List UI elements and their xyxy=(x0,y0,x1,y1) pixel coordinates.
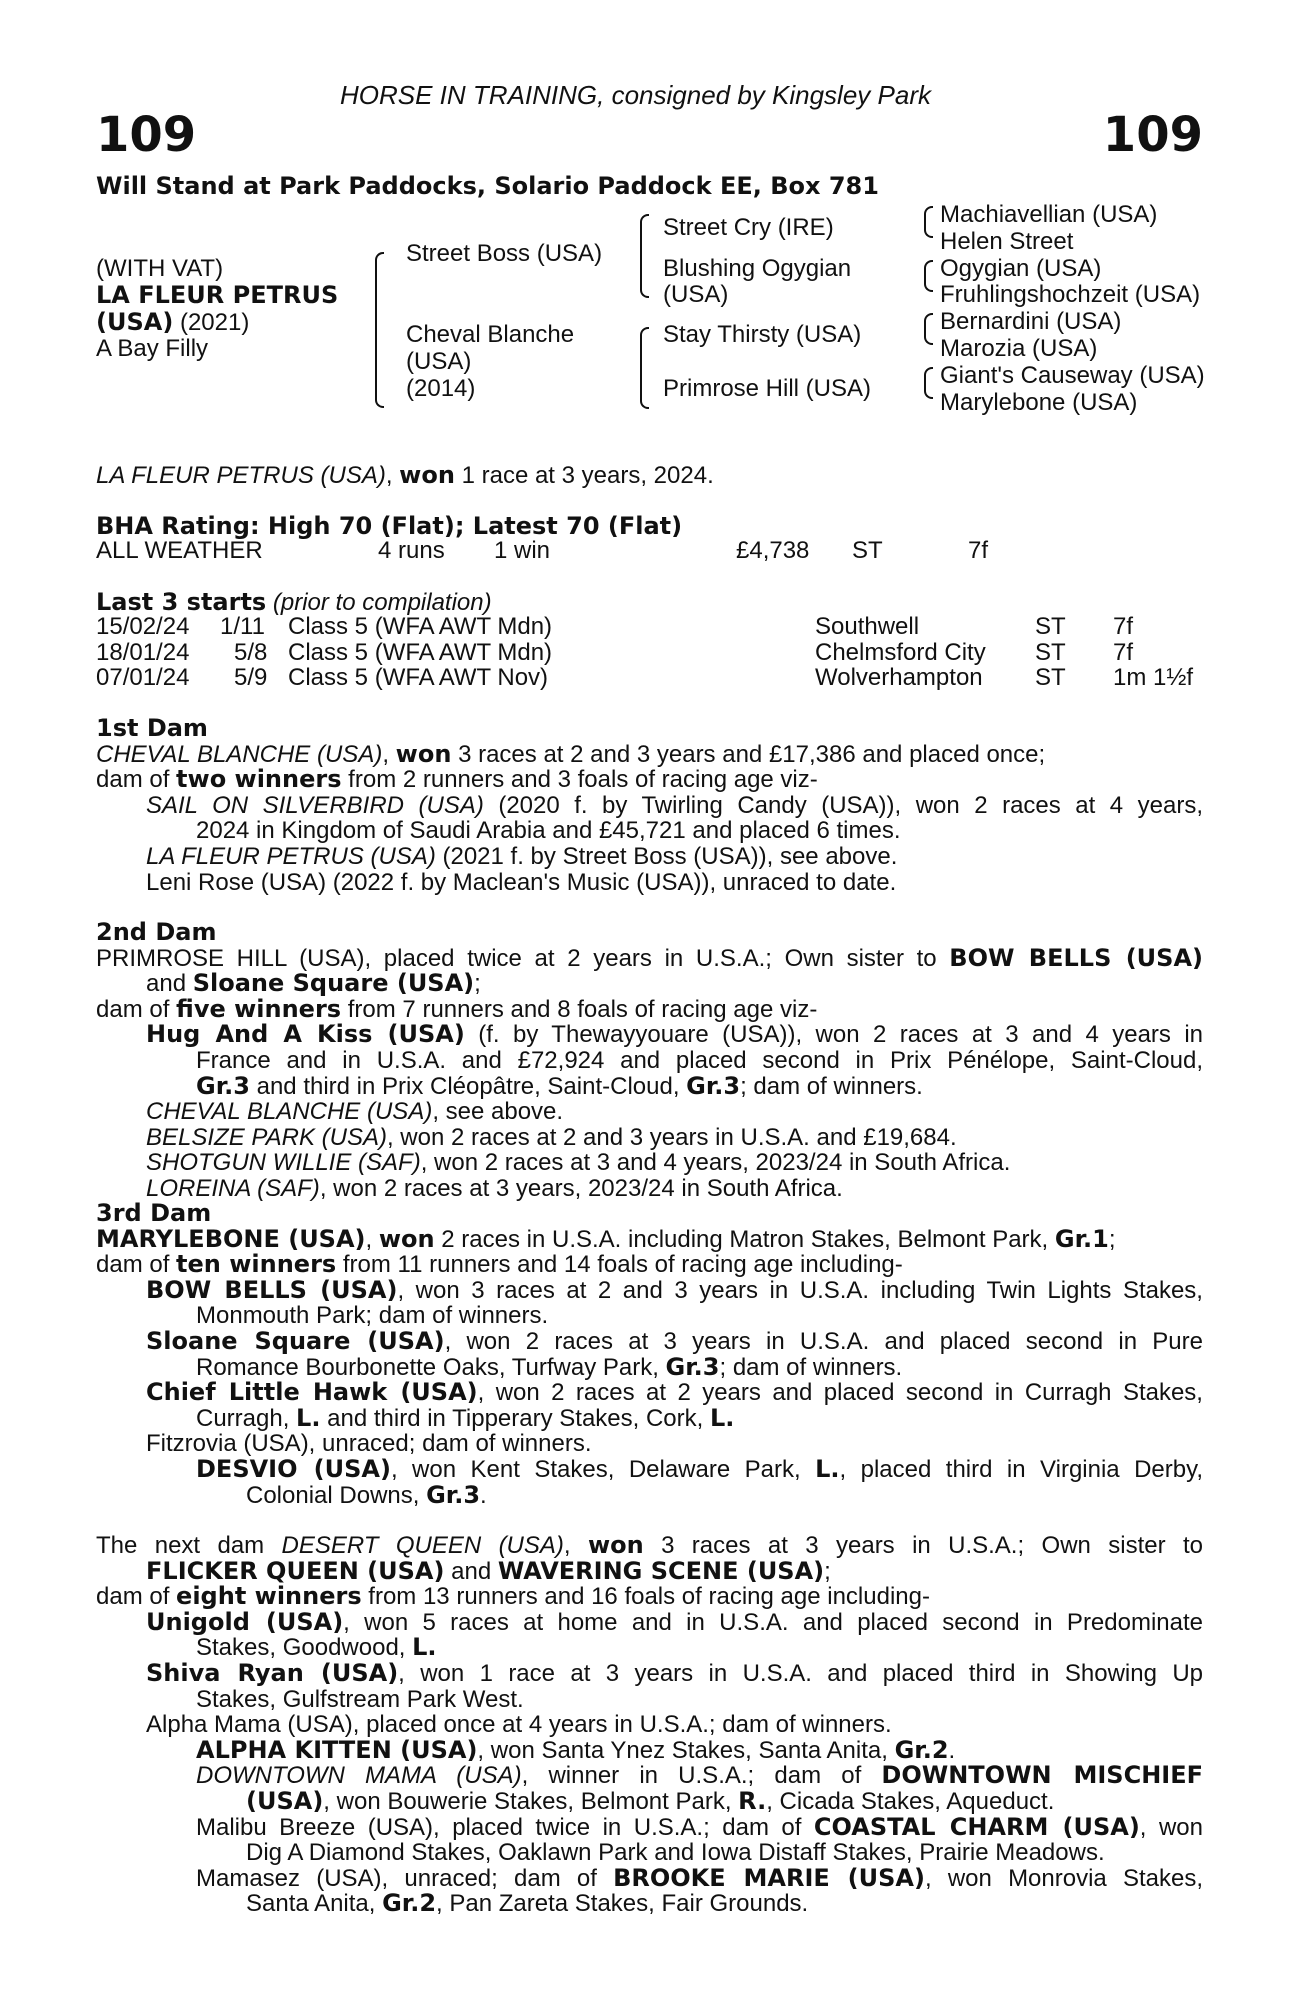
dam-produce-summary: dam of ten winners from 11 runners and 14 foals of racing age including- xyxy=(96,1250,903,1279)
start-race: Class 5 (WFA AWT Nov) xyxy=(288,664,549,691)
horse-name: LA FLEUR PETRUS xyxy=(96,281,339,309)
produce-entry-cont: Dig A Diamond Stakes, Oaklawn Park and Iowa Distaff Stakes, Prairie Meadows. xyxy=(246,1839,1105,1867)
pedigree-sire: Street Boss (USA) xyxy=(406,240,603,267)
produce-entry-cont: 2024 in Kingdom of Saudi Arabia and £45,721 and placed 6 times. xyxy=(196,817,901,845)
pedigree-dam-sire: Stay Thirsty (USA) xyxy=(663,321,862,348)
bha-rating: BHA Rating: High 70 (Flat); Latest 70 (Flat) xyxy=(96,512,683,540)
produce-entry-cont: Gr.3 and third in Prix Cléopâtre, Saint-Cloud, Gr.3; dam of winners. xyxy=(196,1071,923,1100)
pedigree-sire-sire: Street Cry (IRE) xyxy=(663,214,834,241)
start-distance: 7f xyxy=(1113,613,1134,640)
produce-entry: Alpha Mama (USA), placed once at 4 years in U.S.A.; dam of winners. xyxy=(146,1711,892,1739)
second-dam-section xyxy=(96,920,1203,1202)
pedigree-dam-dam: Primrose Hill (USA) xyxy=(663,375,872,402)
rating-wins: 1 win xyxy=(494,537,551,564)
dam-record-cont: FLICKER QUEEN (USA) and WAVERING SCENE (USA); xyxy=(146,1556,831,1585)
produce-entry-cont: (USA), won Bouwerie Stakes, Belmont Park, R., Cicada Stakes, Aqueduct. xyxy=(246,1786,1055,1815)
start-position: 1/11 xyxy=(220,613,265,640)
rating-distance: 7f xyxy=(968,537,989,564)
third-dam-section xyxy=(96,1201,1203,1508)
produce-entry: Malibu Breeze (USA), placed twice in U.S.A.; dam of COASTAL CHARM (USA), won xyxy=(196,1812,1203,1841)
start-course: Chelmsford City xyxy=(815,639,986,666)
start-race: Class 5 (WFA AWT Mdn) xyxy=(288,613,553,640)
stand-location: Will Stand at Park Paddocks, Solario Paddock EE, Box 781 xyxy=(96,172,879,200)
pedigree-ancestor: Helen Street xyxy=(940,228,1074,255)
produce-entry: Shiva Ryan (USA), won 1 race at 3 years in U.S.A. and placed third in Showing Up xyxy=(146,1658,1203,1687)
produce-entry-cont: Curragh, L. and third in Tipperary Stakes, Cork, L. xyxy=(196,1403,735,1432)
start-race: Class 5 (WFA AWT Mdn) xyxy=(288,639,553,666)
next-dam-section xyxy=(96,1533,1203,1917)
pedigree-brace xyxy=(640,214,649,298)
first-dam-section xyxy=(96,716,1203,895)
start-date: 07/01/24 xyxy=(96,664,190,691)
pedigree-brace xyxy=(640,327,649,409)
dam-record: PRIMROSE HILL (USA), placed twice at 2 years in U.S.A.; Own sister to BOW BELLS (USA) xyxy=(96,943,1203,972)
produce-entry: DOWNTOWN MAMA (USA), winner in U.S.A.; dam of DOWNTOWN MISCHIEF xyxy=(196,1761,1204,1790)
produce-entry: Leni Rose (USA) (2022 f. by Maclean's Music (USA)), unraced to date. xyxy=(146,868,897,896)
horse-description: A Bay Filly xyxy=(96,335,209,362)
pedigree-ancestor: Giant's Causeway (USA) xyxy=(940,362,1205,389)
produce-entry: LA FLEUR PETRUS (USA) (2021 f. by Street Boss (USA)), see above. xyxy=(146,842,898,870)
produce-entry-cont: Monmouth Park; dam of winners. xyxy=(196,1302,549,1330)
produce-entry: Fitzrovia (USA), unraced; dam of winners. xyxy=(146,1430,592,1458)
pedigree-dam: (USA) xyxy=(406,348,472,375)
pedigree-sire-dam: Blushing Ogygian xyxy=(663,255,852,282)
dam-record: MARYLEBONE (USA), won 2 races in U.S.A. including Matron Stakes, Belmont Park, Gr.1; xyxy=(96,1224,1116,1253)
dam-record: The next dam DESERT QUEEN (USA), won 3 races at 3 years in U.S.A.; Own sister to xyxy=(96,1531,1203,1559)
produce-entry: Chief Little Hawk (USA), won 2 races at 2 years and placed second in Curragh Stakes, xyxy=(146,1378,1203,1407)
dam-record-cont: and Sloane Square (USA); xyxy=(146,969,481,998)
produce-entry-cont: Stakes, Gulfstream Park West. xyxy=(196,1685,524,1713)
produce-entry: CHEVAL BLANCHE (USA), see above. xyxy=(146,1098,564,1126)
start-position: 5/9 xyxy=(234,664,268,691)
pedigree-brace xyxy=(924,367,933,399)
start-course: Wolverhampton xyxy=(815,664,983,691)
dam-produce-summary: dam of two winners from 2 runners and 3 foals of racing age viz- xyxy=(96,765,818,794)
start-distance: 7f xyxy=(1113,639,1134,666)
start-date: 18/01/24 xyxy=(96,639,190,666)
rating-surface: ALL WEATHER xyxy=(96,537,263,564)
section-heading: 3rd Dam xyxy=(96,1199,212,1227)
pedigree-dam: Cheval Blanche xyxy=(406,321,575,348)
produce-entry-cont: France and in U.S.A. and £72,924 and placed second in Prix Pénélope, Saint-Cloud, xyxy=(196,1046,1203,1074)
start-going: ST xyxy=(1035,639,1066,666)
pedigree-dam-year: (2014) xyxy=(406,375,476,402)
produce-entry: Unigold (USA), won 5 races at home and in U.S.A. and placed second in Predominate xyxy=(146,1607,1204,1636)
produce-entry-cont: Colonial Downs, Gr.3. xyxy=(246,1480,487,1509)
dam-record: CHEVAL BLANCHE (USA), won 3 races at 2 and 3 years and £17,386 and placed once; xyxy=(96,739,1046,768)
lot-number-left: 109 xyxy=(96,107,197,163)
horse-origin-year: (USA) (2021) xyxy=(96,308,250,336)
last-starts-heading: Last 3 starts (prior to compilation) xyxy=(96,588,492,616)
produce-entry-cont: Romance Bourbonette Oaks, Turfway Park, Gr.3; dam of winners. xyxy=(196,1352,903,1381)
start-distance: 1m 1½f xyxy=(1113,664,1194,691)
pedigree-ancestor: Bernardini (USA) xyxy=(940,308,1122,335)
pedigree-ancestor: Fruhlingshochzeit (USA) xyxy=(940,281,1201,308)
pedigree-brace xyxy=(924,313,933,345)
produce-entry: DESVIO (USA), won Kent Stakes, Delaware Park, L., placed third in Virginia Derby, xyxy=(196,1454,1203,1483)
race-summary: LA FLEUR PETRUS (USA), won 1 race at 3 years, 2024. xyxy=(96,461,714,489)
produce-entry: Mamasez (USA), unraced; dam of BROOKE MARIE (USA), won Monrovia Stakes, xyxy=(196,1863,1204,1892)
section-heading: 1st Dam xyxy=(96,714,208,742)
produce-entry: Sloane Square (USA), won 2 races at 3 years in U.S.A. and placed second in Pure xyxy=(146,1326,1203,1355)
pedigree-ancestor: Marozia (USA) xyxy=(940,335,1098,362)
dam-produce-summary: dam of five winners from 7 runners and 8 foals of racing age viz- xyxy=(96,994,818,1023)
produce-entry-cont: Santa Anita, Gr.2, Pan Zareta Stakes, Fair Grounds. xyxy=(246,1889,809,1918)
lot-number-right: 109 xyxy=(1102,107,1203,163)
produce-entry: SHOTGUN WILLIE (SAF), won 2 races at 3 and 4 years, 2023/24 in South Africa. xyxy=(146,1149,1011,1177)
rating-runs: 4 runs xyxy=(378,537,445,564)
pedigree-ancestor: Ogygian (USA) xyxy=(940,255,1102,282)
produce-entry: ALPHA KITTEN (USA), won Santa Ynez Stakes, Santa Anita, Gr.2. xyxy=(196,1735,956,1764)
pedigree-ancestor: Marylebone (USA) xyxy=(940,389,1138,416)
pedigree-brace xyxy=(924,260,933,292)
start-date: 15/02/24 xyxy=(96,613,190,640)
produce-entry: BOW BELLS (USA), won 3 races at 2 and 3 years in U.S.A. including Twin Lights Stakes, xyxy=(146,1275,1203,1304)
produce-entry: LOREINA (SAF), won 2 races at 3 years, 2023/24 in South Africa. xyxy=(146,1174,843,1202)
rating-prize: £4,738 xyxy=(736,537,810,564)
section-heading: 2nd Dam xyxy=(96,918,217,946)
page-header: HORSE IN TRAINING, consigned by Kingsley Park xyxy=(340,80,931,110)
produce-entry-cont: Stakes, Goodwood, L. xyxy=(196,1633,437,1662)
start-position: 5/8 xyxy=(234,639,268,666)
produce-entry: SAIL ON SILVERBIRD (USA) (2020 f. by Twirling Candy (USA)), won 2 races at 4 years, xyxy=(146,791,1203,819)
pedigree-sire-dam: (USA) xyxy=(663,281,729,308)
vat-note: (WITH VAT) xyxy=(96,255,224,282)
dam-produce-summary: dam of eight winners from 13 runners and 16 foals of racing age including- xyxy=(96,1582,930,1611)
start-going: ST xyxy=(1035,613,1066,640)
start-course: Southwell xyxy=(815,613,920,640)
rating-going: ST xyxy=(852,537,883,564)
produce-entry: Hug And A Kiss (USA) (f. by Thewayyouare (USA)), won 2 races at 3 and 4 years in xyxy=(146,1020,1203,1049)
start-going: ST xyxy=(1035,664,1066,691)
pedigree-brace xyxy=(924,206,933,238)
pedigree-brace xyxy=(375,252,384,408)
produce-entry: BELSIZE PARK (USA), won 2 races at 2 and 3 years in U.S.A. and £19,684. xyxy=(146,1123,957,1151)
pedigree-ancestor: Machiavellian (USA) xyxy=(940,201,1158,228)
